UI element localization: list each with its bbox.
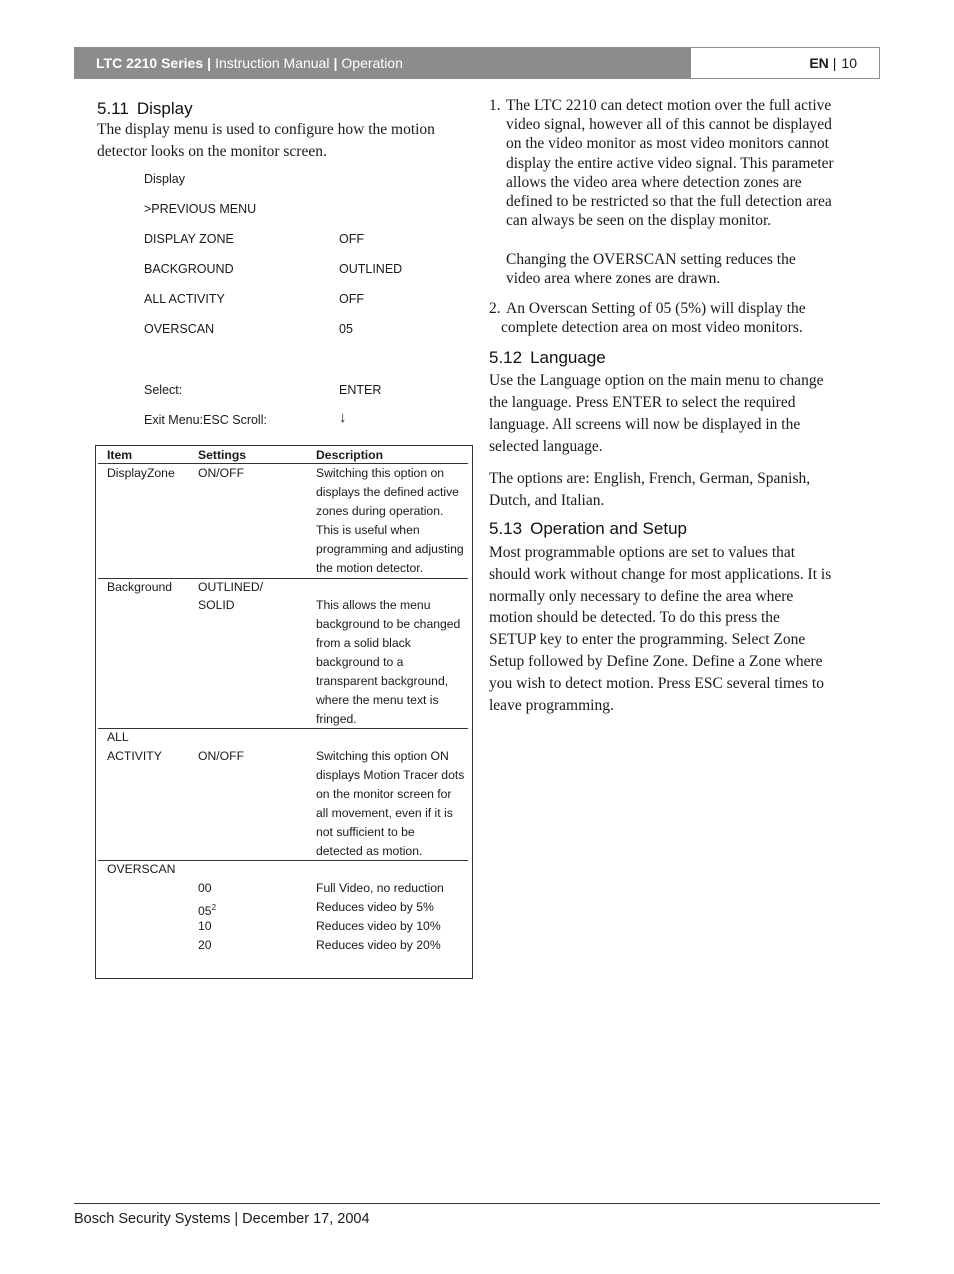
description-line: the motion detector. [316,561,424,575]
section-number: 5.12 [489,348,523,367]
table-cell-setting: ON/OFF [198,749,245,763]
table-cell-description [316,596,460,729]
setting-value: 05 [198,904,212,919]
note-line: video signal, however all of this cannot be displayed [506,116,832,134]
table-cell-description: Reduces video by 10% [316,919,441,933]
description-line: zones during operation. [316,504,444,518]
paragraph-line: selected language. [489,438,603,455]
table-header-description: Description [316,448,384,462]
section-heading-setup [489,519,687,539]
paragraph-line: motion should be detected. To do this press the [489,609,780,627]
note-1 [506,96,876,230]
header-bar [74,47,690,79]
note-1-extra [506,250,876,288]
paragraph-line: you wish to detect motion. Press ESC several times to [489,674,824,692]
arrow-down-icon: ↓ [339,409,347,426]
note-line: The LTC 2210 can detect motion over the full active [506,97,832,114]
note-line: can always be seen on the display monitor. [506,212,772,230]
header-page-box [690,47,880,79]
note-line: allows the video area where detection zones are [506,173,802,191]
note-line: Changing the OVERSCAN setting reduces the [506,251,796,268]
language-options-paragraph [489,468,869,512]
table-cell-item: DisplayZone [107,466,175,480]
note-line: defined to be restricted so that the full detection area [506,193,832,211]
paragraph-line: language. All screens will now be displayed in the [489,416,801,433]
description-line: all movement, even if it is [316,806,453,820]
menu-value: OFF [339,232,364,246]
description-line: displays the defined active [316,485,459,499]
menu-value: OUTLINED [339,262,403,276]
table-header-settings: Settings [198,448,247,462]
table-header-item: Item [107,448,133,462]
table-cell-item: Background [107,580,173,594]
footer-text: Bosch Security Systems | December 17, 2004 [74,1211,370,1227]
section-number: 5.13 [489,519,523,538]
menu-title: Display [144,172,185,186]
note-line: on the video monitor as most video monitors cannot [506,135,829,153]
paragraph-line: The options are: English, French, German, Spanish, [489,470,811,487]
menu-previous: >PREVIOUS MENU [144,202,257,216]
table-cell-item: OVERSCAN [107,862,176,876]
language-paragraph [489,370,869,458]
description-line: background to be changed [316,617,461,631]
description-line: This is useful when [316,523,420,537]
header-series: LTC 2210 Series [96,55,204,71]
header-page-number: 10 [841,55,857,71]
table-cell-description: Full Video, no reduction [316,881,444,895]
note-line: video area where zones are drawn. [506,270,721,288]
paragraph-line: normally only necessary to define the area where [489,587,794,605]
menu-label: OVERSCAN [144,322,215,336]
description-line: from a solid black [316,636,411,650]
table-cell-item: ACTIVITY [107,749,162,763]
table-cell-description: Reduces video by 5% [316,900,434,914]
menu-label: DISPLAY ZONE [144,232,234,246]
paragraph-line: Dutch, and Italian. [489,492,605,509]
table-cell-setting: 00 [198,881,212,895]
section-title: Display [136,99,193,118]
menu-select-value: ENTER [339,383,382,397]
paragraph-line: should work without change for most applications. It is [489,565,832,583]
table-cell-description [316,464,464,578]
paragraph-line: the language. Press ENTER to select the required [489,394,796,411]
header-separator: | [207,55,212,71]
menu-select-label: Select: [144,383,183,397]
description-line: on the monitor screen for [316,787,452,801]
menu-label: BACKGROUND [144,262,234,276]
menu-value: 05 [339,322,353,336]
table-cell-setting: SOLID [198,598,235,612]
section-title: Operation and Setup [530,519,687,538]
note-number: 2. [489,300,501,317]
header-language: EN [809,55,829,71]
description-line: not sufficient to be [316,825,415,839]
section-heading-language [489,348,606,368]
note-line: An Overscan Setting of 05 (5%) will display the [506,300,806,317]
description-line: displays Motion Tracer dots [316,768,465,782]
table-cell-setting: OUTLINED/ [198,580,264,594]
section-number: 5.11 [97,99,129,118]
paragraph-line: Setup followed by Define Zone. Define a Zone where [489,652,823,670]
header-manual: Instruction Manual [215,55,330,71]
display-intro: The display menu is used to configure how the motion detector looks on the monitor screen. [97,121,435,160]
paragraph-line: Use the Language option on the main menu to change [489,372,824,389]
section-heading-display [97,99,193,119]
description-line: This allows the menu [316,598,431,612]
note-2 [501,299,876,337]
paragraph-line: Most programmable options are set to values that [489,544,796,561]
table-cell-description [316,747,464,861]
table-cell-item: ALL [107,730,129,744]
table-cell-setting: ON/OFF [198,466,245,480]
footer-rule [74,1203,880,1204]
table-cell-setting: 20 [198,938,212,952]
description-line: background to a [316,655,404,669]
menu-value: OFF [339,292,364,306]
header-section: Operation [341,55,403,71]
paragraph-line: leave programming. [489,696,614,714]
description-line: Switching this option ON [316,749,449,763]
description-line: Switching this option on [316,466,445,480]
note-number: 1. [489,97,501,114]
menu-exit-label: Exit Menu:ESC Scroll: [144,413,267,427]
header-separator: | [333,55,338,71]
header-page-separator: | [832,55,837,71]
description-line: where the menu text is [316,693,439,707]
description-line: transparent background, [316,674,449,688]
description-line: programming and adjusting [316,542,464,556]
menu-label: ALL ACTIVITY [144,292,225,306]
description-line: detected as motion. [316,844,423,858]
note-line: display the entire active video signal. This parameter [506,154,834,172]
section-title: Language [530,348,606,367]
description-line: fringed. [316,712,357,726]
table-cell-description: Reduces video by 20% [316,938,441,952]
paragraph-line: SETUP key to enter the programming. Select Zone [489,631,806,649]
note-line: complete detection area on most video monitors. [501,319,803,337]
table-cell-setting: 10 [198,919,212,933]
setup-paragraph [489,542,874,716]
footnote-marker: 2 [211,903,217,912]
